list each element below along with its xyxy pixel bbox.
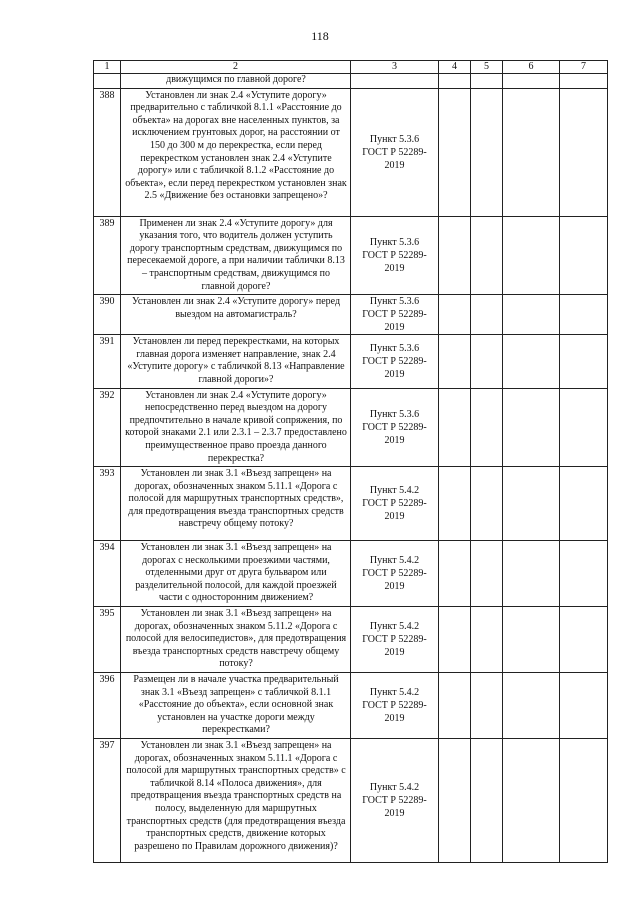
- empty-cell: [503, 88, 560, 216]
- reference-line: Пункт 5.3.6: [369, 133, 420, 145]
- reference-line: ГОСТ Р 52289-: [362, 795, 427, 806]
- question-cell: Установлен ли перед перекрестками, на которых главная дорога изменяет направление, знак 2.4 «Уступите дорогу» с табличкой 8.13 «Направление главной дороги»?: [121, 335, 351, 388]
- page-number: 118: [311, 29, 329, 43]
- reference-cell: [351, 739, 439, 863]
- reference-cell: [351, 388, 439, 467]
- reference-line: Пункт 5.4.2: [369, 621, 420, 633]
- empty-cell: [503, 673, 560, 739]
- reference-cell: [351, 467, 439, 541]
- reference-line: Пункт 5.4.2: [369, 555, 420, 567]
- reference-cell: [351, 607, 439, 673]
- table-row: [94, 467, 608, 541]
- table-row: [94, 88, 608, 216]
- question-cell: Установлен ли знак 3.1 «Въезд запрещен» на дорогах с несколькими проезжими частями, отделенными друг от друга бульваром или разделительной полосой, для каждой проезжей части с односторонним движением?: [121, 541, 351, 607]
- reference-cell: [351, 216, 439, 295]
- reference-line: 2019: [384, 159, 405, 171]
- empty-cell: [471, 335, 503, 388]
- column-header-3: 3: [351, 61, 439, 74]
- reference-line: 2019: [384, 647, 405, 659]
- reference-line: Пункт 5.3.6: [369, 296, 420, 308]
- row-number: 396: [94, 673, 121, 739]
- empty-cell: [503, 541, 560, 607]
- empty-cell: [560, 541, 608, 607]
- table-row: [94, 607, 608, 673]
- reference-line: Пункт 5.4.2: [369, 485, 420, 497]
- empty-cell: [503, 607, 560, 673]
- reference-line: ГОСТ Р 52289-: [362, 498, 427, 510]
- empty-cell: [503, 388, 560, 467]
- row-number: 389: [94, 216, 121, 295]
- empty-cell: [503, 335, 560, 388]
- empty-cell: [503, 467, 560, 541]
- empty-cell: [471, 88, 503, 216]
- table-row: [94, 673, 608, 739]
- reference-line: ГОСТ Р 52289-: [362, 421, 427, 433]
- empty-cell: [439, 673, 471, 739]
- empty-cell: [471, 739, 503, 863]
- reference-line: 2019: [384, 713, 405, 725]
- table-row: [94, 388, 608, 467]
- empty-cell: [471, 673, 503, 739]
- reference-line: 2019: [384, 322, 405, 334]
- question-cell: Установлен ли знак 2.4 «Уступите дорогу» непосредственно перед выездом на дорогу предпочтительно в начале кривой сопряжения, по которой знаками 2.1 или 2.3.1 – 2.3.7 предоставлено преимущественное право проезда данного перекрестка?: [121, 388, 351, 467]
- row-number: 388: [94, 88, 121, 216]
- checklist-table: [93, 60, 608, 863]
- empty-cell: [503, 74, 560, 89]
- reference-cell: [351, 88, 439, 216]
- reference-cell: [351, 673, 439, 739]
- row-number: 392: [94, 388, 121, 467]
- question-cell: Применен ли знак 2.4 «Уступите дорогу» для указания того, что водитель должен уступить дорогу транспортным средствам, движущимся по пересекаемой дороге, а при наличии таблички 8.13 – транспортным средствам, движущимся по главной дороге?: [121, 216, 351, 295]
- reference-line: Пункт 5.3.6: [369, 342, 420, 354]
- reference-line: 2019: [384, 581, 405, 593]
- question-cell: движущимся по главной дороге?: [121, 74, 351, 89]
- empty-cell: [439, 607, 471, 673]
- empty-cell: [503, 216, 560, 295]
- table-row: [94, 295, 608, 335]
- reference-line: 2019: [384, 262, 405, 274]
- column-header-6: 6: [503, 61, 560, 74]
- row-number: 397: [94, 739, 121, 863]
- reference-line: 2019: [384, 511, 405, 523]
- empty-cell: [439, 335, 471, 388]
- empty-cell: [471, 388, 503, 467]
- reference-line: ГОСТ Р 52289-: [362, 309, 427, 321]
- row-number: 395: [94, 607, 121, 673]
- empty-cell: [560, 607, 608, 673]
- question-cell: Установлен ли знак 3.1 «Въезд запрещен» на дорогах, обозначенных знаком 5.11.2 «Дорога с полосой для велосипедистов», для предотвращения въезда транспортных средств навстречу общему потоку?: [121, 607, 351, 673]
- empty-cell: [471, 216, 503, 295]
- reference-cell: [351, 295, 439, 335]
- table-row: [94, 335, 608, 388]
- row-number: 390: [94, 295, 121, 335]
- reference-line: 2019: [384, 434, 405, 446]
- empty-cell: [439, 388, 471, 467]
- question-cell: Установлен ли знак 2.4 «Уступите дорогу» перед выездом на автомагистраль?: [121, 295, 351, 335]
- header-row: [94, 61, 608, 74]
- empty-cell: [503, 739, 560, 863]
- reference-line: Пункт 5.4.2: [369, 782, 420, 793]
- reference-cell: [351, 335, 439, 388]
- empty-cell: [471, 541, 503, 607]
- empty-cell: [560, 295, 608, 335]
- reference-line: ГОСТ Р 52289-: [362, 568, 427, 580]
- row-number: 391: [94, 335, 121, 388]
- empty-cell: [560, 216, 608, 295]
- reference-line: Пункт 5.3.6: [369, 408, 420, 420]
- empty-cell: [471, 607, 503, 673]
- column-header-7: 7: [560, 61, 608, 74]
- question-cell: Установлен ли знак 3.1 «Въезд запрещен» на дорогах, обозначенных знаком 5.11.1 «Дорога с полосой для маршрутных транспортных средств», для предотвращения въезда транспортных средств навстречу общему потоку?: [121, 467, 351, 541]
- empty-cell: [471, 467, 503, 541]
- empty-cell: [439, 88, 471, 216]
- empty-cell: [439, 295, 471, 335]
- column-header-1: 1: [94, 61, 121, 74]
- empty-cell: [439, 216, 471, 295]
- empty-cell: [560, 467, 608, 541]
- table-row: [94, 739, 608, 863]
- reference-line: ГОСТ Р 52289-: [362, 700, 427, 712]
- question-cell: Размещен ли в начале участка предварительный знак 3.1 «Въезд запрещен» с табличкой 8.1.1 «Расстояние до объекта», если основной знак установлен на участке дороги между перекрестками?: [121, 673, 351, 739]
- empty-cell: [560, 739, 608, 863]
- reference-cell: [351, 541, 439, 607]
- row-number: [94, 74, 121, 89]
- empty-cell: [560, 673, 608, 739]
- question-cell: Установлен ли знак 2.4 «Уступите дорогу» предварительно с табличкой 8.1.1 «Расстояние до объекта» на дорогах вне населенных пунктов, за исключением грунтовых дорог, на расстоянии от 150 до 300 м до перекрестка, если перед перекрестком установлен знак 2.4 «Уступите дорогу» или с табличкой 8.1.2 «Расстояние до объекта», если перед перекрестком установлен знак 2.5 «Движение без остановки запрещено»?: [121, 88, 351, 216]
- reference-line: ГОСТ Р 52289-: [362, 249, 427, 261]
- empty-cell: [503, 295, 560, 335]
- empty-cell: [560, 88, 608, 216]
- reference-line: 2019: [384, 808, 405, 819]
- column-header-2: 2: [121, 61, 351, 74]
- empty-cell: [439, 74, 471, 89]
- empty-cell: [471, 74, 503, 89]
- column-header-5: 5: [471, 61, 503, 74]
- table-row: [94, 216, 608, 295]
- question-cell: Установлен ли знак 3.1 «Въезд запрещен» на дорогах, обозначенных знаком 5.11.1 «Дорога с полосой для маршрутных транспортных средств» с табличкой 8.14 «Полоса движения», для предотвращения въезда транспортных средств на полосу, выделенную для маршрутных транспортных средств (для предотвращения въезда транспортных средств, движение которых разрешено по Правилам дорожного движения)?: [121, 739, 351, 863]
- empty-cell: [560, 388, 608, 467]
- empty-cell: [471, 295, 503, 335]
- reference-line: ГОСТ Р 52289-: [362, 146, 427, 158]
- row-number: 393: [94, 467, 121, 541]
- reference-line: ГОСТ Р 52289-: [362, 634, 427, 646]
- empty-cell: [439, 739, 471, 863]
- reference-cell: [351, 74, 439, 89]
- empty-cell: [439, 541, 471, 607]
- reference-line: 2019: [384, 368, 405, 380]
- empty-cell: [560, 335, 608, 388]
- table-row: [94, 541, 608, 607]
- empty-cell: [439, 467, 471, 541]
- reference-line: Пункт 5.3.6: [369, 236, 420, 248]
- row-number: 394: [94, 541, 121, 607]
- continuation-row: [94, 74, 608, 89]
- reference-line: ГОСТ Р 52289-: [362, 355, 427, 367]
- column-header-4: 4: [439, 61, 471, 74]
- empty-cell: [560, 74, 608, 89]
- reference-line: Пункт 5.4.2: [369, 687, 420, 699]
